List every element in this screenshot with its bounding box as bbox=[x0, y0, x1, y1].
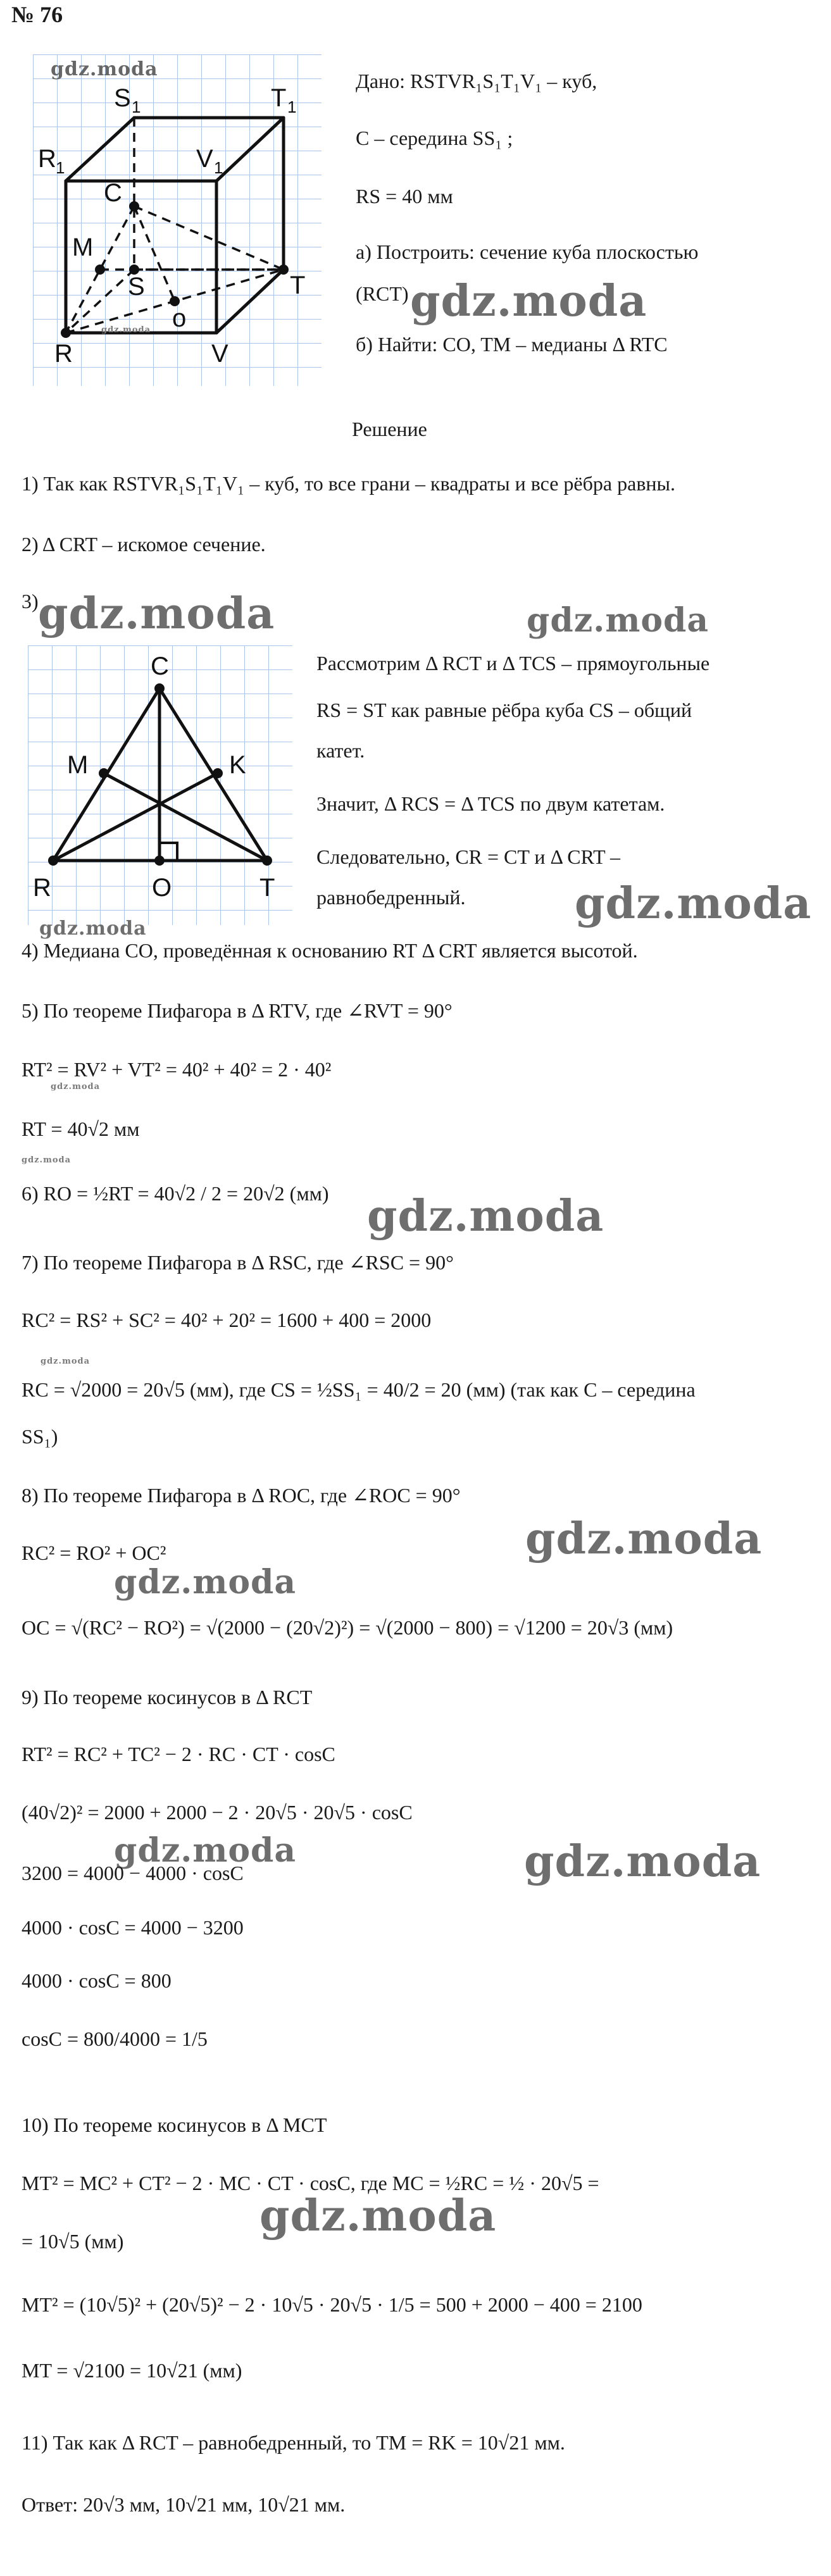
step-9-eq-4: 4000 · cosC = 4000 − 3200 bbox=[22, 1916, 244, 1939]
step-6: 6) RO = ½RT = 40√2 / 2 = 20√2 (мм) bbox=[22, 1182, 329, 1205]
cube-label-v1-sub: 1 bbox=[214, 158, 223, 177]
watermark-step10: gdz.moda bbox=[259, 2191, 497, 2241]
watermark-cube: gdz.moda bbox=[51, 58, 158, 80]
given-line-3: RS = 40 мм bbox=[356, 185, 453, 208]
cube-figure bbox=[33, 54, 322, 386]
step-5-eq-1: RT² = RV² + VT² = 40² + 40² = 2 · 40² bbox=[22, 1058, 332, 1081]
tri-label-c: C bbox=[151, 652, 169, 680]
cube-label-s: S bbox=[128, 273, 145, 301]
triangle-diagram bbox=[28, 645, 292, 925]
step-9-eq-6: cosC = 800/4000 = 1/5 bbox=[22, 2027, 208, 2050]
tri-label-o: O bbox=[152, 874, 172, 902]
step-3-line-d: Значит, Δ RCS = Δ TCS по двум катетам. bbox=[316, 792, 665, 815]
triangle-figure bbox=[28, 645, 292, 925]
watermark-step6: gdz.moda bbox=[22, 1155, 72, 1165]
step-5-eq-2: RT = 40√2 мм bbox=[22, 1117, 140, 1140]
watermark-step4: gdz.moda bbox=[39, 918, 147, 940]
given-line-4: а) Построить: сечение куба плоскостью bbox=[356, 240, 699, 263]
given-line-6: б) Найти: CO, TM – медианы Δ RTC bbox=[356, 333, 668, 356]
cube-label-v1: V bbox=[196, 145, 213, 173]
watermark-step6-big: gdz.moda bbox=[367, 1191, 604, 1241]
watermark-step9-right: gdz.moda bbox=[524, 1836, 761, 1887]
step-4: 4) Медиана CO, проведённая к основанию RT Δ CRT является высотой. bbox=[22, 939, 638, 962]
step-7-eq-3: SS₁) bbox=[22, 1425, 58, 1448]
step-5: 5) По теореме Пифагора в Δ RTV, где ∠RVT = 90° bbox=[22, 999, 453, 1022]
cube-label-m: M bbox=[72, 233, 94, 261]
watermark-cube-small: gdz.moda bbox=[101, 325, 151, 335]
tri-label-t: T bbox=[259, 874, 275, 902]
answer: Ответ: 20√3 мм, 10√21 мм, 10√21 мм. bbox=[22, 2493, 346, 2516]
step-10-eq-3: MT² = (10√5)² + (20√5)² − 2 · 10√5 · 20√5 · 1/5 = 500 + 2000 − 400 = 2100 bbox=[22, 2293, 642, 2316]
step-2: 2) Δ CRT – искомое сечение. bbox=[22, 533, 266, 556]
step-9: 9) По теореме косинусов в Δ RCT bbox=[22, 1686, 313, 1708]
step-8: 8) По теореме Пифагора в Δ ROC, где ∠ROC = 90° bbox=[22, 1484, 461, 1507]
cube-label-r1: R bbox=[38, 145, 56, 173]
watermark-step7: gdz.moda bbox=[41, 1357, 91, 1366]
watermark-given: gdz.moda bbox=[410, 276, 647, 327]
step-3-number: 3) bbox=[22, 590, 39, 613]
step-3-line-a: Рассмотрим Δ RCT и Δ TCS – прямоугольные bbox=[316, 652, 710, 675]
step-9-eq-1: RT² = RC² + TC² − 2 · RC · CT · cosC bbox=[22, 1743, 335, 1765]
step-8-eq-2: OC = √(RC² − RO²) = √(2000 − (20√2)²) = √(2000 − 800) = √1200 = 20√3 (мм) bbox=[22, 1616, 673, 1639]
given-line-1: Дано: RSTVR₁S₁T₁V₁ – куб, bbox=[356, 70, 597, 92]
step-10-eq-4: MT = √2100 = 10√21 (мм) bbox=[22, 2359, 242, 2382]
given-line-5: (RCT) bbox=[356, 282, 409, 305]
step-7: 7) По теореме Пифагора в Δ RSC, где ∠RSC = 90° bbox=[22, 1251, 454, 1274]
step-3-line-b: RS = ST как равные рёбра куба CS – общий bbox=[316, 699, 692, 721]
solution-title: Решение bbox=[352, 418, 427, 440]
watermark-step3-right: gdz.moda bbox=[527, 601, 709, 640]
step-3-line-f: равнобедренный. bbox=[316, 886, 466, 909]
cube-label-c: C bbox=[104, 179, 122, 207]
cube-label-t1: T bbox=[271, 84, 287, 112]
step-11: 11) Так как Δ RCT – равнобедренный, то TM = RK = 10√21 мм. bbox=[22, 2431, 565, 2454]
step-10-eq-1: MT² = MC² + CT² − 2 · MC · CT · cosC, где MC = ½RC = ½ · 20√5 = bbox=[22, 2172, 599, 2194]
step-3-line-e: Следовательно, CR = CT и Δ CRT – bbox=[316, 845, 621, 868]
step-10: 10) По теореме косинусов в Δ MCT bbox=[22, 2113, 327, 2136]
cube-label-r1-sub: 1 bbox=[56, 158, 65, 177]
cube-label-r: R bbox=[54, 340, 73, 368]
step-1: 1) Так как RSTVR₁S₁T₁V₁ – куб, то все грани – квадраты и все рёбра равны. bbox=[22, 472, 676, 495]
given-line-2: С – середина SS₁ ; bbox=[356, 127, 513, 149]
watermark-step3: gdz.moda bbox=[38, 588, 275, 639]
step-7-eq-1: RC² = RS² + SC² = 40² + 20² = 1600 + 400 = 2000 bbox=[22, 1309, 432, 1331]
tri-label-k: K bbox=[229, 751, 246, 779]
cube-label-t: T bbox=[290, 271, 306, 299]
cube-label-s1-sub: 1 bbox=[132, 97, 141, 116]
cube-label-t1-sub: 1 bbox=[287, 97, 297, 116]
tri-label-r: R bbox=[33, 874, 51, 902]
watermark-step8-right: gdz.moda bbox=[525, 1514, 763, 1564]
step-10-eq-2: = 10√5 (мм) bbox=[22, 2230, 124, 2253]
step-3-line-c: катет. bbox=[316, 739, 365, 762]
step-9-eq-5: 4000 · cosC = 800 bbox=[22, 1969, 172, 1992]
cube-label-s1: S bbox=[114, 84, 131, 112]
watermark-step5: gdz.moda bbox=[51, 1082, 101, 1092]
step-9-eq-3: 3200 = 4000 − 4000 · cosC bbox=[22, 1862, 244, 1884]
problem-number: № 76 bbox=[11, 2, 63, 27]
cube-label-v: V bbox=[211, 340, 228, 368]
watermark-step3-bottom: gdz.moda bbox=[575, 878, 812, 929]
watermark-step8-left: gdz.moda bbox=[114, 1563, 297, 1602]
step-9-eq-2: (40√2)² = 2000 + 2000 − 2 · 20√5 · 20√5 · cosC bbox=[22, 1801, 413, 1824]
step-8-eq-1: RC² = RO² + OC² bbox=[22, 1541, 166, 1564]
cube-label-o: o bbox=[172, 304, 187, 332]
watermark-step9-left: gdz.moda bbox=[114, 1831, 297, 1870]
step-7-eq-2: RC = √2000 = 20√5 (мм), где CS = ½SS₁ = 40/2 = 20 (мм) (так как С – середина bbox=[22, 1378, 696, 1401]
cube-diagram bbox=[33, 54, 322, 386]
tri-label-m: M bbox=[67, 751, 89, 779]
